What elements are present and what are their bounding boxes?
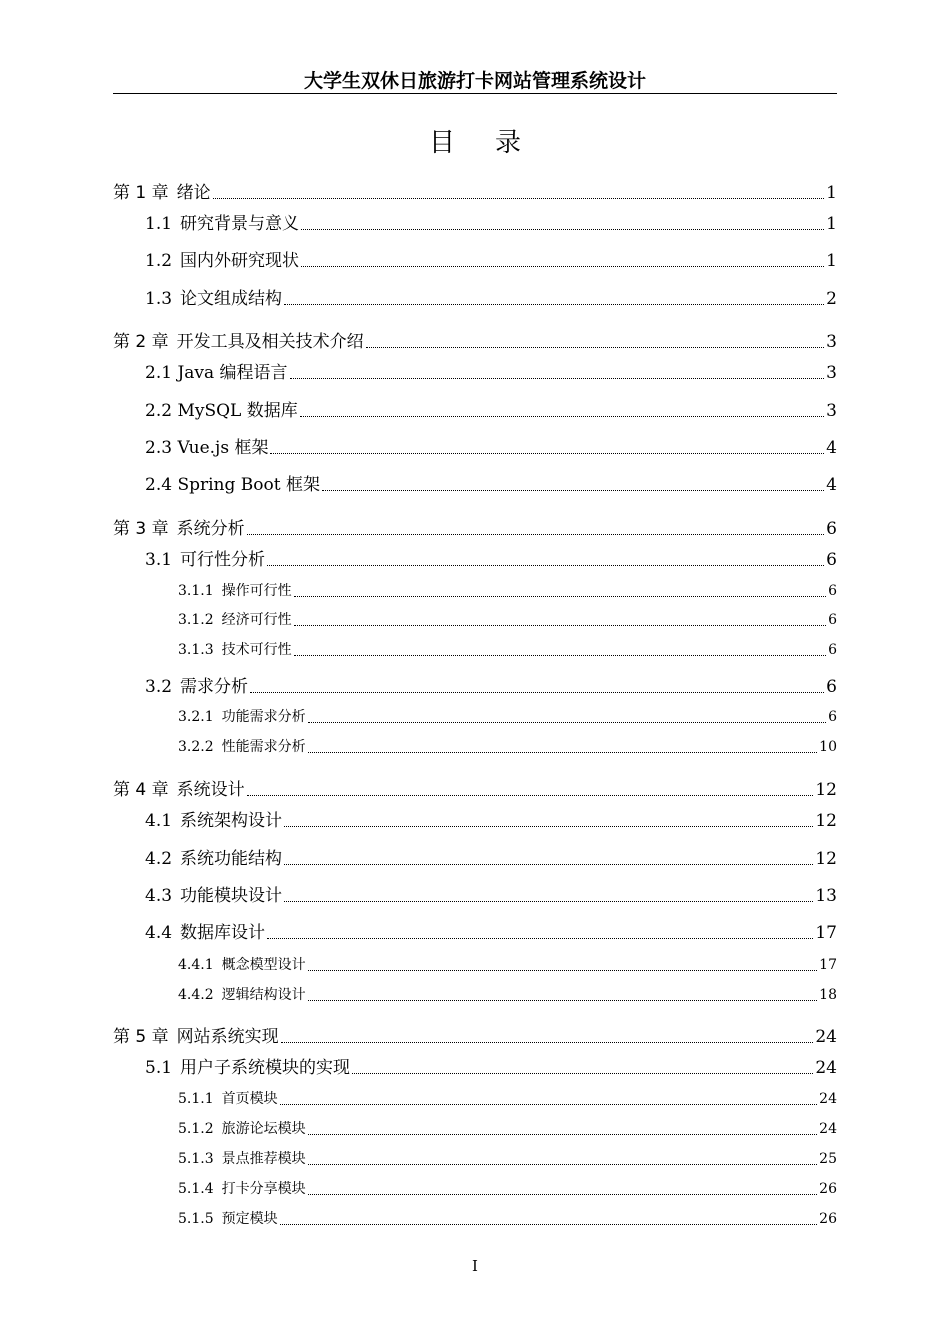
- toc-entry-title: 打卡分享模块: [221, 1181, 306, 1197]
- toc-entry[interactable]: [145, 433, 837, 458]
- toc-entry[interactable]: [145, 246, 837, 271]
- toc-entry[interactable]: [178, 1088, 837, 1108]
- toc-entry-number: 5.1.4: [178, 1181, 214, 1197]
- toc-entry-title: 用户子系统模块的实现: [180, 1058, 351, 1078]
- toc-entry-page: 24: [815, 1058, 837, 1078]
- toc-entry[interactable]: [145, 284, 837, 309]
- toc-entry-page: 6: [828, 612, 837, 628]
- toc-entry[interactable]: [145, 1053, 837, 1078]
- toc-entry-number: 5.1.5: [178, 1211, 214, 1227]
- toc-entry[interactable]: [145, 918, 837, 943]
- toc-leader-dots: [308, 1000, 818, 1001]
- toc-entry-title: 2.4 Spring Boot 框架: [145, 475, 320, 495]
- toc-entry-page: 6: [828, 709, 837, 725]
- toc-entry[interactable]: [113, 1022, 837, 1047]
- toc-entry-title: 2.3 Vue.js 框架: [145, 438, 269, 458]
- toc-leader-dots: [270, 453, 824, 454]
- toc-entry-number: 1.2: [145, 251, 173, 271]
- toc-entry-page: 6: [828, 642, 837, 658]
- toc-entry[interactable]: [113, 327, 837, 352]
- toc-leader-dots: [247, 795, 814, 796]
- toc-entry[interactable]: [178, 954, 837, 974]
- toc-entry-number: 5.1: [145, 1058, 173, 1078]
- toc-leader-dots: [290, 378, 825, 379]
- toc-entry-page: 12: [815, 811, 837, 831]
- toc-entry-title: 功能模块设计: [180, 886, 283, 906]
- toc-leader-dots: [281, 1042, 814, 1043]
- toc-entry-number: 4.4.2: [178, 987, 214, 1003]
- toc-entry-page: 26: [819, 1181, 837, 1197]
- toc-leader-dots: [280, 1104, 818, 1105]
- toc-entry-number: 4.3: [145, 886, 173, 906]
- toc-entry-page: 18: [819, 987, 837, 1003]
- toc-entry-title: 2.2 MySQL 数据库: [145, 401, 298, 421]
- toc-leader-dots: [366, 347, 825, 348]
- toc-entry-title: 论文组成结构: [180, 289, 283, 309]
- toc-entry[interactable]: [178, 1148, 837, 1168]
- toc-entry-title: 系统功能结构: [180, 849, 283, 869]
- toc-entry-page: 4: [826, 438, 837, 458]
- toc-leader-dots: [267, 938, 813, 939]
- toc-entry-title: 研究背景与意义: [180, 214, 300, 234]
- toc-entry-number: 3.1.1: [178, 583, 214, 599]
- toc-entry[interactable]: [145, 545, 837, 570]
- toc-entry-number: 5.1.2: [178, 1121, 214, 1137]
- toc-entry-number: 4.4.1: [178, 957, 214, 973]
- toc-entry-title: 2.1 Java 编程语言: [145, 363, 288, 383]
- toc-entry[interactable]: [145, 881, 837, 906]
- toc-entry-number: 3.1: [145, 550, 173, 570]
- toc-leader-dots: [280, 1224, 818, 1225]
- toc-entry-page: 12: [815, 780, 837, 800]
- toc-entry-number: 1.1: [145, 214, 173, 234]
- toc-leader-dots: [284, 901, 813, 902]
- toc-leader-dots: [308, 970, 818, 971]
- toc-entry[interactable]: [113, 514, 837, 539]
- toc-entry[interactable]: [145, 209, 837, 234]
- toc-entry-page: 24: [815, 1027, 837, 1047]
- toc-entry[interactable]: [145, 358, 837, 383]
- toc-entry[interactable]: [145, 470, 837, 495]
- toc-entry-title: 需求分析: [180, 677, 249, 697]
- toc-leader-dots: [308, 1164, 818, 1165]
- page-number: I: [472, 1257, 478, 1275]
- toc-entry-number: 第 4 章: [113, 780, 169, 800]
- toc-entry-title: 旅游论坛模块: [221, 1121, 306, 1137]
- toc-leader-dots: [294, 625, 826, 626]
- toc-title: 目录: [428, 128, 561, 158]
- toc-entry-title: 网站系统实现: [176, 1027, 279, 1047]
- toc-entry[interactable]: [178, 706, 837, 726]
- toc-entry[interactable]: [178, 736, 837, 756]
- toc-entry-title: 数据库设计: [180, 923, 266, 943]
- toc-entry-number: 1.3: [145, 289, 173, 309]
- toc-entry-title: 开发工具及相关技术介绍: [176, 332, 364, 352]
- toc-entry-number: 第 1 章: [113, 183, 169, 203]
- toc-entry-page: 13: [815, 886, 837, 906]
- toc-entry-page: 24: [819, 1121, 837, 1137]
- toc-leader-dots: [301, 229, 824, 230]
- toc-entry-page: 6: [826, 550, 837, 570]
- toc-entry-number: 5.1.3: [178, 1151, 214, 1167]
- toc-entry-title: 景点推荐模块: [221, 1151, 306, 1167]
- toc-entry-number: 第 2 章: [113, 332, 169, 352]
- toc-entry[interactable]: [145, 396, 837, 421]
- toc-entry-page: 1: [826, 251, 837, 271]
- toc-entry-page: 1: [826, 214, 837, 234]
- toc-entry-number: 3.1.2: [178, 612, 214, 628]
- toc-leader-dots: [300, 416, 824, 417]
- toc-entry-number: 5.1.1: [178, 1091, 214, 1107]
- toc-entry[interactable]: [145, 806, 837, 831]
- toc-entry[interactable]: [178, 580, 837, 600]
- toc-entry[interactable]: [178, 1208, 837, 1228]
- toc-entry-number: 3.2.1: [178, 709, 214, 725]
- toc-entry-title: 可行性分析: [180, 550, 266, 570]
- toc-leader-dots: [301, 266, 824, 267]
- toc-entry[interactable]: [178, 1118, 837, 1138]
- toc-entry-page: 25: [819, 1151, 837, 1167]
- toc-entry-number: 4.1: [145, 811, 173, 831]
- toc-leader-dots: [284, 304, 824, 305]
- toc-entry[interactable]: [178, 639, 837, 659]
- toc-entry-page: 17: [815, 923, 837, 943]
- toc-entry-number: 4.4: [145, 923, 173, 943]
- toc-entry-page: 6: [828, 583, 837, 599]
- toc-entry-page: 2: [826, 289, 837, 309]
- toc-entry[interactable]: [178, 609, 837, 629]
- toc-entry-title: 国内外研究现状: [180, 251, 300, 271]
- toc-entry-title: 概念模型设计: [221, 957, 306, 973]
- toc-entry-title: 性能需求分析: [221, 739, 306, 755]
- toc-entry[interactable]: [178, 984, 837, 1004]
- toc-leader-dots: [308, 722, 826, 723]
- toc-entry-title: 逻辑结构设计: [221, 987, 306, 1003]
- toc-entry-page: 6: [826, 677, 837, 697]
- toc-entry[interactable]: [113, 775, 837, 800]
- toc-entry[interactable]: [113, 178, 837, 203]
- toc-leader-dots: [213, 198, 825, 199]
- toc-leader-dots: [294, 596, 826, 597]
- toc-entry-page: 3: [826, 363, 837, 383]
- toc-entry[interactable]: [145, 672, 837, 697]
- toc-entry-title: 首页模块: [221, 1091, 278, 1107]
- toc-leader-dots: [322, 490, 824, 491]
- toc-entry-title: 经济可行性: [221, 612, 292, 628]
- toc-entry-page: 24: [819, 1091, 837, 1107]
- toc-entry[interactable]: [145, 844, 837, 869]
- toc-entry-title: 系统设计: [176, 780, 245, 800]
- toc-leader-dots: [308, 1194, 818, 1195]
- toc-entry-number: 第 5 章: [113, 1027, 169, 1047]
- toc-entry-number: 3.2: [145, 677, 173, 697]
- toc-leader-dots: [308, 752, 818, 753]
- toc-leader-dots: [284, 864, 813, 865]
- toc-leader-dots: [250, 692, 824, 693]
- toc-entry-page: 3: [826, 332, 837, 352]
- toc-entry-number: 3.2.2: [178, 739, 214, 755]
- toc-leader-dots: [247, 534, 825, 535]
- toc-leader-dots: [352, 1073, 813, 1074]
- toc-entry-title: 技术可行性: [221, 642, 292, 658]
- page-header: 大学生双休日旅游打卡网站管理系统设计: [303, 70, 646, 92]
- toc-entry-title: 预定模块: [221, 1211, 278, 1227]
- toc-entry-page: 4: [826, 475, 837, 495]
- toc-leader-dots: [284, 826, 813, 827]
- toc-entry-page: 10: [819, 739, 837, 755]
- toc-entry-page: 1: [826, 183, 837, 203]
- toc-entry-page: 17: [819, 957, 837, 973]
- toc-entry[interactable]: [178, 1178, 837, 1198]
- toc-entry-number: 4.2: [145, 849, 173, 869]
- toc-entry-title: 绪论: [176, 183, 211, 203]
- toc-entry-title: 系统架构设计: [180, 811, 283, 831]
- toc-leader-dots: [267, 565, 824, 566]
- toc-entry-title: 系统分析: [176, 519, 245, 539]
- toc-leader-dots: [308, 1134, 818, 1135]
- toc-entry-title: 功能需求分析: [221, 709, 306, 725]
- toc-entry-page: 6: [826, 519, 837, 539]
- toc-entry-number: 3.1.3: [178, 642, 214, 658]
- toc-entry-page: 3: [826, 401, 837, 421]
- toc-leader-dots: [294, 655, 826, 656]
- toc-entry-page: 12: [815, 849, 837, 869]
- toc-entry-page: 26: [819, 1211, 837, 1227]
- toc-entry-number: 第 3 章: [113, 519, 169, 539]
- toc-entry-title: 操作可行性: [221, 583, 292, 599]
